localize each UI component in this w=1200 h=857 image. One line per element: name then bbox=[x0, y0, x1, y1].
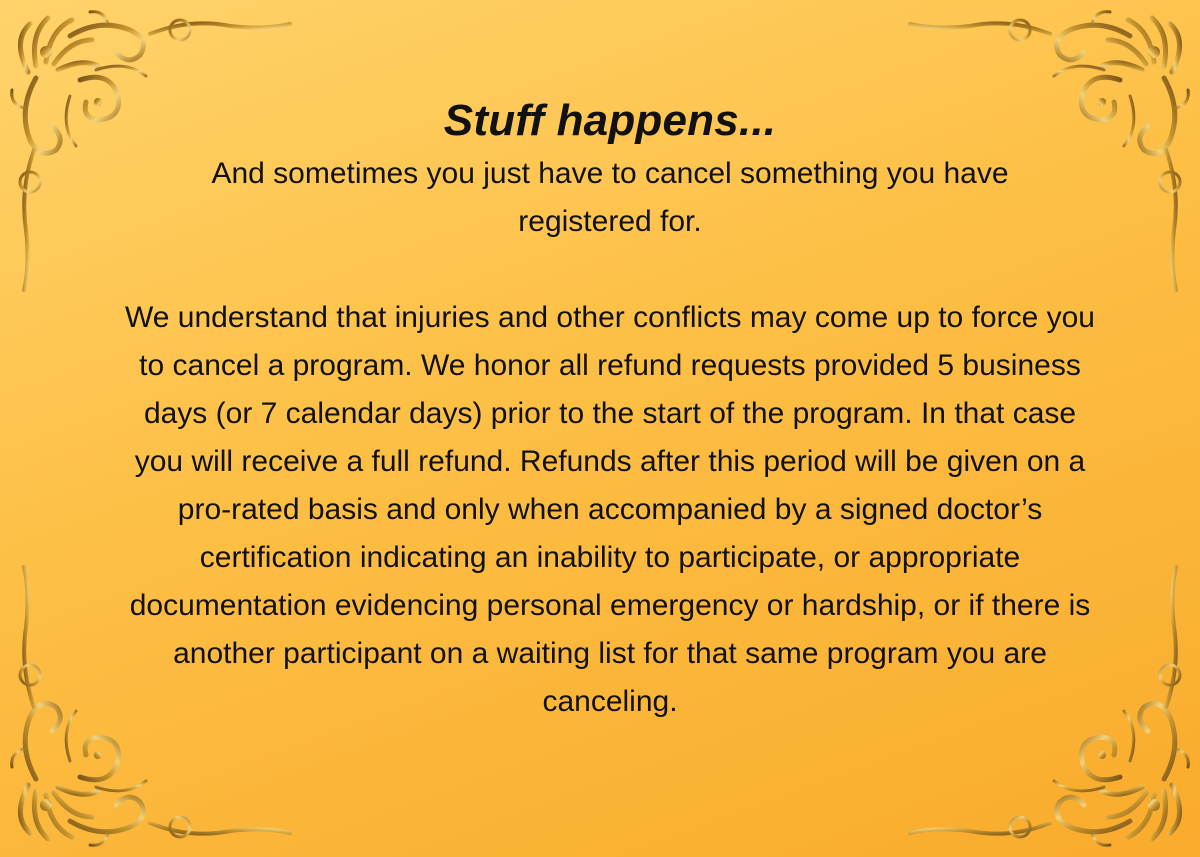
refund-policy-paragraph: We understand that injuries and other conflicts may come up to force you to cancel a program. We honor all refund requests provided 5 business days (or 7 calendar days) prior to the start of the program. In that case you will receive a full refund. Refunds after this period will be given on a pro-rated basis and only when accompanied by a signed doctor’s certification indicating an inability to participate, or appropriate documentation evidencing personal emergency or hardship, or if there is another participant on a waiting list for that same program you are canceling. bbox=[125, 301, 1095, 718]
intro-paragraph: And sometimes you just have to cancel something you have registered for. bbox=[211, 157, 1009, 238]
paragraph-spacer bbox=[100, 246, 1120, 294]
notice-heading: Stuff happens... bbox=[443, 96, 777, 145]
notice-body bbox=[100, 92, 1120, 726]
